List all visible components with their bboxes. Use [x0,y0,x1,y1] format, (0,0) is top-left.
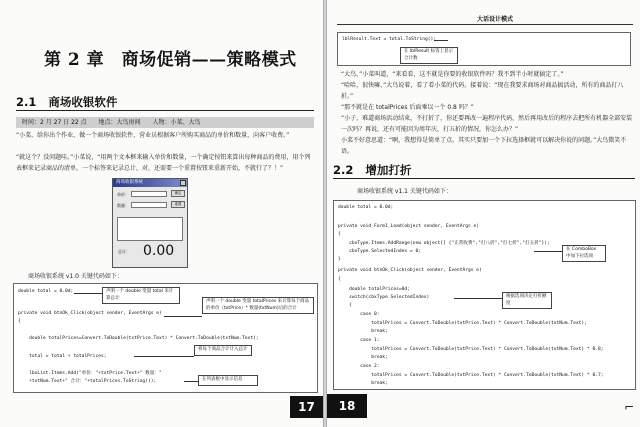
code-line: lbxList.Items.Add("单价："+txtPrice.Text+" 数量：" [18,371,162,376]
code-block [333,200,636,390]
note-arrow [454,298,502,299]
section-number: 2.1 [16,95,37,109]
code-line: { [338,232,341,237]
section-rule [333,178,635,179]
section-heading-2-1 [16,94,117,110]
code-block [13,283,318,393]
code-line: double totalPrices=0d; [338,287,410,292]
items-listbox [117,217,183,241]
note-arrow [434,40,448,41]
quantity-label: 数量： [117,203,129,208]
cash-register-dialog [112,178,188,268]
code-line: double total = 0.0d; [18,289,74,294]
code-caption: 商场收银系统 v1.0 关键代码如下： [28,273,123,280]
quantity-input [131,202,167,208]
running-head-rule [337,24,633,25]
code-line: cbxType.Items.AddRange(new object[] {"正常收费","打八折","打七折","打五折"}); [338,241,550,246]
price-input [131,191,167,197]
code-caption: 商场收银系统 v1.1 关键代码如下： [357,188,452,195]
code-line: } [338,257,341,262]
running-head: 大话设计模式 [477,16,514,23]
scene-time: 时间：2 月 27 日 22 点 [22,119,87,126]
code-line: { [18,319,21,324]
total-label: 总计： [118,249,130,254]
reset-button: 重置 [171,201,185,208]
total-value: 0.00 [143,243,175,259]
code-note: 声明一个 double 变量 total 来计算总计 [102,287,180,304]
scene-people: 人物：小菜、大鸟 [152,119,201,126]
code-line: cbxType.SelectedIndex = 0; [338,249,421,254]
note-arrow [184,381,198,382]
note-arrow [134,356,194,357]
chapter-title: 第 2 章 商场促销——策略模式 [44,50,297,70]
note-arrow [74,293,102,294]
code-line: break; [338,381,388,386]
scene-place: 地点：大鸟房间 [98,119,141,126]
code-line: case 0: [338,312,380,317]
section-number: 2.2 [333,163,354,177]
code-line: { [338,277,341,282]
paragraph: “那不就是在 totalPrices 后面乘以一个 0.8 吗？” [341,104,474,111]
code-line: totalPrices = Convert.ToDouble(txtPrice.Text) * Convert.ToDouble(txtNum.Text) * 0.8; [338,347,604,352]
code-note: 声明一个 double 变量 totalPrices 来计算每个商品的单价（txtPrice）* 数量(txtNum)后的合计 [202,297,314,314]
close-icon [180,180,186,186]
section-heading-2-2 [333,162,411,178]
note-arrow [164,316,202,317]
code-line: totalPrices = Convert.ToDouble(txtPrice.Text) * Convert.ToDouble(txtNum.Text) * 0.7; [338,373,604,378]
code-line: double total = 0.0d; [338,205,394,210]
code-line: total = total + totalPrices; [18,354,107,359]
dialog-title-bar [113,179,187,187]
ok-button: 确定 [171,190,185,197]
paragraph: “小子，难道商场活动结束，不打折了，你还要再改一遍程序代码，然后再用改后的程序去把所有机器全部安装一次吗？再说，还有可能因为周年庆，打五折的情况，你怎么办？” [341,115,633,133]
paragraph: “就这个？没问题哇。”小菜说，“用两个文本框来输入单价和数量，一个确定按钮来算出每种商品的费用，用个列表框来记录商品的清单，一个标签来记录总计，对，还需要一个重置按钮来重新开始，不就行了？！” [16,154,311,172]
code-line: totalPrices = Convert.ToDouble(txtPrice.Text) * Convert.ToDouble(txtNum.Text); [338,321,587,326]
scene-bar [16,117,314,128]
note-arrow [534,251,562,252]
code-line: case 1: [338,338,380,343]
section-title: 增加打折 [365,163,412,177]
price-label: 单价： [117,192,129,197]
code-line: break; [338,329,388,334]
code-line: private void Form1_Load(object sender, EventArgs e) [338,224,480,229]
code-line: double totalPrices=Convert.ToDouble(txtPrice.Text) * Convert.ToDouble(txtNum.Text); [18,336,259,341]
code-line: switch(cbxType.SelectedIndex) [338,295,430,300]
code-line: private void btnOk_Click(object sender, EventArgs e) [338,268,482,273]
section-title: 商场收银软件 [48,95,118,109]
code-line: break; [338,355,388,360]
code-note: 在 lblResult 标签上显示合计数 [400,47,458,64]
dialog-title: 商场收银系统 [116,180,143,185]
right-page [327,0,640,427]
paragraph: “小菜，给你出个作业，做一个商场收银软件，营业员根据客户所购买商品的单价和数量，向客户收费。” [16,132,290,139]
print-mark: ⌐ [623,400,634,414]
code-line: +txtNum.Text+" 合计："+totalPrices.ToString()); [18,379,157,384]
paragraph: 小菜不好意思道：“啊，我想得是简单了点。其实只要加一个下拉选择框就可以解决你说的问题。”大鸟微笑不语。 [341,137,627,155]
code-line: { [338,303,352,308]
code-line: lblResult.Text = total.ToString(); [342,37,437,42]
page-number: 17 [290,396,323,418]
code-block-top [337,32,631,66]
code-note: 在 ComboBox 中加下拉选项 [562,245,606,262]
code-line: case 2: [338,364,380,369]
code-note: 根据选项决定打折额度 [502,292,552,309]
page-number: 18 [327,394,367,418]
paragraph: “大鸟，”小菜叫道，“来看看，这不就是你要的收银软件吗？我不到半小时就搞定了。” [341,71,564,78]
section-rule [16,110,314,111]
paragraph: “哈哈，很快嘛，”大鸟说着，看了看小菜的代码。接着说：“现在我要求商场对商品搞活动，所有的商品打八折。” [341,82,624,100]
code-line: private void btnOk_Click(object sender, EventArgs e) [18,311,162,316]
code-note: 在列表框中显示信息 [198,375,258,386]
code-note: 将每个商品合计计入总计 [194,345,252,356]
